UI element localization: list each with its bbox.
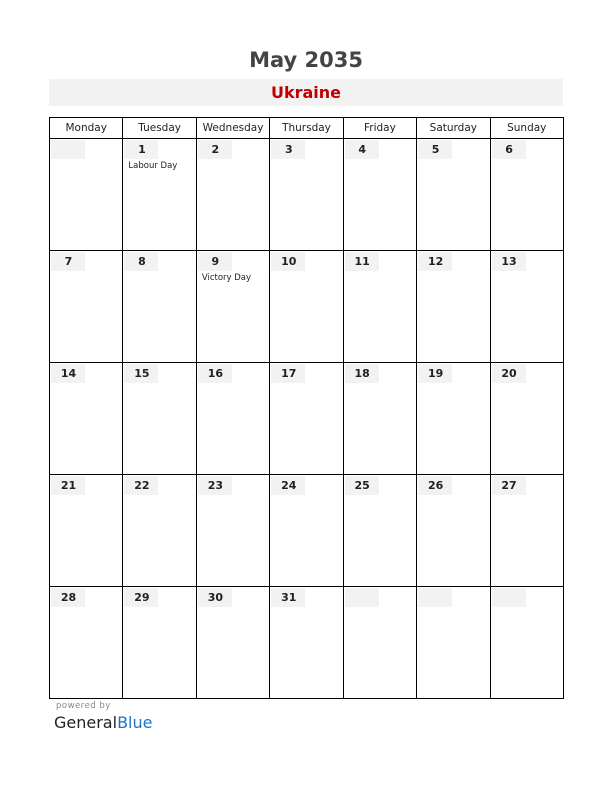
day-number: 17 xyxy=(271,364,305,383)
day-number: 8 xyxy=(124,252,158,271)
weekday-header: Monday xyxy=(50,118,123,139)
powered-by-label: powered by xyxy=(56,701,111,711)
weekday-header: Thursday xyxy=(270,118,343,139)
day-cell xyxy=(343,363,416,475)
day-cell xyxy=(417,363,490,475)
weekday-header-row xyxy=(50,118,564,139)
day-number: 25 xyxy=(345,476,379,495)
day-cell xyxy=(50,251,123,363)
weekday-header: Tuesday xyxy=(123,118,196,139)
day-cell xyxy=(270,251,343,363)
country-name: Ukraine xyxy=(270,83,342,102)
day-cell xyxy=(417,251,490,363)
day-number xyxy=(51,140,85,159)
weekday-header: Saturday xyxy=(417,118,490,139)
day-cell xyxy=(196,139,269,251)
day-cell xyxy=(50,475,123,587)
day-cell xyxy=(50,363,123,475)
day-number: 1 xyxy=(124,140,158,159)
day-number: 13 xyxy=(492,252,526,271)
day-cell xyxy=(270,475,343,587)
day-number: 5 xyxy=(418,140,452,159)
day-cell xyxy=(417,475,490,587)
day-cell xyxy=(50,587,123,699)
day-cell xyxy=(490,251,563,363)
day-cell xyxy=(490,139,563,251)
week-row xyxy=(50,251,564,363)
holiday-label: Victory Day xyxy=(201,273,252,283)
day-number: 20 xyxy=(492,364,526,383)
day-number: 18 xyxy=(345,364,379,383)
brand-logo[interactable] xyxy=(54,713,152,732)
day-cell xyxy=(123,363,196,475)
holiday-label: Labour Day xyxy=(128,161,178,171)
day-cell xyxy=(490,587,563,699)
day-cell xyxy=(123,139,196,251)
day-cell xyxy=(123,475,196,587)
day-cell xyxy=(123,587,196,699)
day-number: 28 xyxy=(51,588,85,607)
day-number: 14 xyxy=(51,364,85,383)
week-row xyxy=(50,363,564,475)
day-cell xyxy=(417,139,490,251)
day-cell xyxy=(343,587,416,699)
day-cell xyxy=(196,587,269,699)
day-number: 9 xyxy=(198,252,232,271)
weekday-header: Friday xyxy=(343,118,416,139)
day-number: 10 xyxy=(271,252,305,271)
day-number: 19 xyxy=(418,364,452,383)
day-cell xyxy=(196,475,269,587)
day-number: 2 xyxy=(198,140,232,159)
day-cell xyxy=(417,587,490,699)
day-number: 4 xyxy=(345,140,379,159)
day-cell xyxy=(196,363,269,475)
day-cell xyxy=(343,139,416,251)
week-row xyxy=(50,139,564,251)
day-cell xyxy=(343,251,416,363)
day-cell xyxy=(490,363,563,475)
day-number: 7 xyxy=(51,252,85,271)
day-number xyxy=(345,588,379,607)
day-cell xyxy=(270,139,343,251)
day-number: 29 xyxy=(124,588,158,607)
day-number: 12 xyxy=(418,252,452,271)
day-cell xyxy=(270,363,343,475)
calendar-grid xyxy=(49,117,564,699)
day-number: 21 xyxy=(51,476,85,495)
day-number: 26 xyxy=(418,476,452,495)
day-number: 31 xyxy=(271,588,305,607)
day-cell xyxy=(123,251,196,363)
day-number xyxy=(418,588,452,607)
day-number xyxy=(492,588,526,607)
day-cell xyxy=(196,251,269,363)
day-number: 6 xyxy=(492,140,526,159)
day-number: 30 xyxy=(198,588,232,607)
day-number: 11 xyxy=(345,252,379,271)
day-number: 22 xyxy=(124,476,158,495)
weekday-header: Wednesday xyxy=(196,118,269,139)
day-cell xyxy=(343,475,416,587)
week-row xyxy=(50,587,564,699)
day-number: 23 xyxy=(198,476,232,495)
day-cell xyxy=(490,475,563,587)
day-number: 24 xyxy=(271,476,305,495)
day-number: 27 xyxy=(492,476,526,495)
day-number: 3 xyxy=(271,140,305,159)
brand-blue-text: Blue xyxy=(117,713,153,732)
brand-general-text: General xyxy=(54,713,118,732)
day-number: 15 xyxy=(124,364,158,383)
country-banner xyxy=(49,79,563,106)
week-row xyxy=(50,475,564,587)
day-cell xyxy=(50,139,123,251)
weekday-header: Sunday xyxy=(490,118,563,139)
day-number: 16 xyxy=(198,364,232,383)
calendar-title: May 2035 xyxy=(249,48,363,72)
day-cell xyxy=(270,587,343,699)
